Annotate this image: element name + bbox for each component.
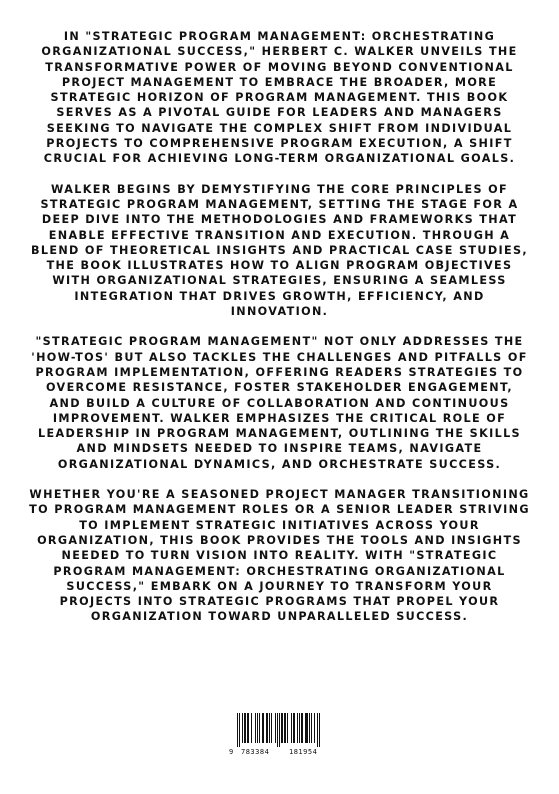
barcode-bar (257, 713, 258, 743)
barcode-bar (259, 713, 260, 743)
barcode-bar (319, 713, 320, 747)
barcode-bar (314, 713, 315, 743)
barcode-bar (239, 713, 240, 747)
barcode-bars (229, 713, 333, 749)
barcode-bar (275, 713, 276, 743)
barcode-bar (277, 713, 278, 747)
barcode-bar (317, 713, 318, 747)
barcode-bar (262, 713, 264, 743)
barcode-bar (271, 713, 272, 743)
blurb-paragraph-4: WHETHER YOU'RE A SEASONED PROJECT MANAGER TRANSITIONING TO PROGRAM MANAGEMENT ROLES OR A SENIOR LEADER STRIVING TO IMPLEMENT STRATEGIC INITIATIVES ACROSS YOUR ORGANIZATION, THIS BOOK PROVIDES THE TOOLS AND INSIGHTS NEEDED TO TURN VISION INTO REALITY. WITH "STRATEGIC PROGRAM MANAGEMENT: ORCHESTRATING ORGANIZATIONAL SUCCESS," EMBARK ON A JOURNEY TO TRANSFORM YOUR PROJECTS INTO STRATEGIC PROGRAMS THAT PROPEL YOUR ORGANIZATION TOWARD UNPARALLELED SUCCESS. (29, 488, 530, 624)
barcode-bar (269, 713, 270, 743)
barcode-bar (301, 713, 303, 743)
barcode-first-digit: 9 (229, 748, 234, 756)
blurb-paragraph-2: WALKER BEGINS BY DEMYSTIFYING THE CORE PRINCIPLES OF STRATEGIC PROGRAM MANAGEMENT, SETTING THE STAGE FOR A DEEP DIVE INTO THE METHODOLOGIES AND FRAMEWORKS THAT ENABLE EFFECTIVE TRANSITION AND EXECUTION. THROUGH A BLEND OF THEORETICAL INSIGHTS AND PRACTICAL CASE STUDIES, THE BOOK ILLUSTRATES HOW TO ALIGN PROGRAM OBJECTIVES WITH ORGANIZATIONAL STRATEGIES, ENSURING A SEAMLESS INTEGRATION THAT DRIVES GROWTH, EFFICIENCY, AND INNOVATION. (30, 182, 528, 319)
barcode-bar (287, 713, 288, 743)
barcode-bar (305, 713, 308, 743)
barcode-bar (242, 713, 243, 743)
barcode-bar (284, 713, 286, 743)
barcode-bar (291, 713, 292, 743)
barcode-bar (244, 713, 246, 743)
barcode-bar (281, 713, 283, 743)
barcode-bar (299, 713, 300, 743)
isbn-barcode (229, 713, 333, 761)
blurb-text (28, 29, 531, 640)
barcode-bar (251, 713, 252, 743)
barcode-bar (237, 713, 238, 747)
barcode-bar (247, 713, 249, 743)
barcode-bar (311, 713, 312, 743)
barcode-bar (293, 713, 295, 743)
barcode-bar (309, 713, 310, 743)
blurb-paragraph-1: IN "STRATEGIC PROGRAM MANAGEMENT: ORCHESTRATING ORGANIZATIONAL SUCCESS," HERBERT C. WALKER UNVEILS THE TRANSFORMATIVE POWER OF MOVING BEYOND CONVENTIONAL PROJECT MANAGEMENT TO EMBRACE THE BROADER, MORE STRATEGIC HORIZON OF PROGRAM MANAGEMENT. THIS BOOK SERVES AS A PIVOTAL GUIDE FOR LEADERS AND MANAGERS SEEKING TO NAVIGATE THE COMPLEX SHIFT FROM INDIVIDUAL PROJECTS TO COMPREHENSIVE PROGRAM EXECUTION, A SHIFT CRUCIAL FOR ACHIEVING LONG-TERM ORGANIZATIONAL GOALS. (41, 30, 518, 166)
barcode-bar (255, 713, 256, 743)
barcode-left-digits: 783384 (241, 748, 270, 756)
barcode-digits (229, 747, 333, 757)
barcode-bar (297, 713, 298, 743)
barcode-bar (266, 713, 268, 743)
barcode-bar (279, 713, 280, 747)
barcode-right-digits: 181954 (289, 748, 318, 756)
blurb-paragraph-3: "STRATEGIC PROGRAM MANAGEMENT" NOT ONLY ADDRESSES THE 'HOW-TOS' BUT ALSO TACKLES THE CHALLENGES AND PITFALLS OF PROGRAM IMPLEMENTATION, OFFERING READERS STRATEGIES TO OVERCOME RESISTANCE, FOSTER STAKEHOLDER ENGAGEMENT, AND BUILD A CULTURE OF COLLABORATION AND CONTINUOUS IMPROVEMENT. WALKER EMPHASIZES THE CRITICAL ROLE OF LEADERSHIP IN PROGRAM MANAGEMENT, OUTLINING THE SKILLS AND MINDSETS NEEDED TO INSPIRE TEAMS, NAVIGATE ORGANIZATIONAL DYNAMICS, AND ORCHESTRATE SUCCESS. (31, 335, 528, 471)
